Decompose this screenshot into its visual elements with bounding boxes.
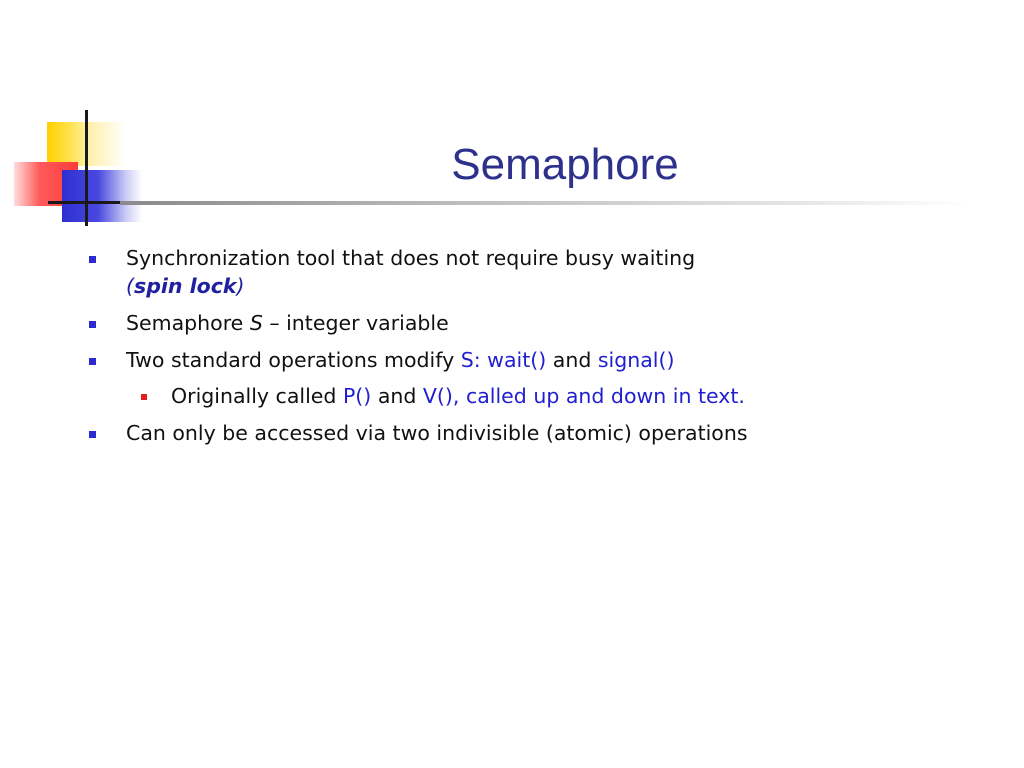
bullet-variable: S (249, 311, 263, 335)
bullet-operation: signal() (597, 348, 675, 372)
sub-bullet-item (126, 382, 988, 410)
bullet-text: – integer variable (262, 311, 449, 335)
bullet-item (88, 309, 988, 337)
bullet-operation: P() (342, 384, 372, 408)
bullet-text: Can only be accessed via two indivisible (atomic) operations (126, 421, 748, 445)
bullet-text: Originally called (171, 384, 343, 408)
title-underline (120, 201, 970, 205)
logo-yellow-fade (87, 122, 125, 166)
bullet-text: and (371, 384, 423, 408)
bullet-item (88, 419, 988, 447)
bullet-text: and (546, 348, 598, 372)
slide-body (88, 244, 988, 456)
bullet-text: Semaphore (126, 311, 250, 335)
bullet-paren-open: ( (126, 274, 134, 298)
bullet-item (88, 346, 988, 410)
bullet-paren-close: ) (236, 274, 245, 298)
bullet-item (88, 244, 988, 300)
bullet-operation: V(), called up and down in text. (422, 384, 745, 408)
logo-yellow-square (47, 122, 87, 166)
bullet-emphasis: spin lock (134, 274, 237, 298)
bullet-list (88, 244, 988, 447)
slide-title: Semaphore (451, 140, 679, 189)
bullet-operation: S: wait() (460, 348, 547, 372)
logo-blue-square (62, 170, 142, 222)
bullet-text: Two standard operations modify (126, 348, 461, 372)
logo-vertical-line (85, 110, 88, 226)
bullet-text: Synchronization tool that does not require busy waiting (126, 246, 696, 270)
sub-bullet-list (126, 382, 988, 410)
